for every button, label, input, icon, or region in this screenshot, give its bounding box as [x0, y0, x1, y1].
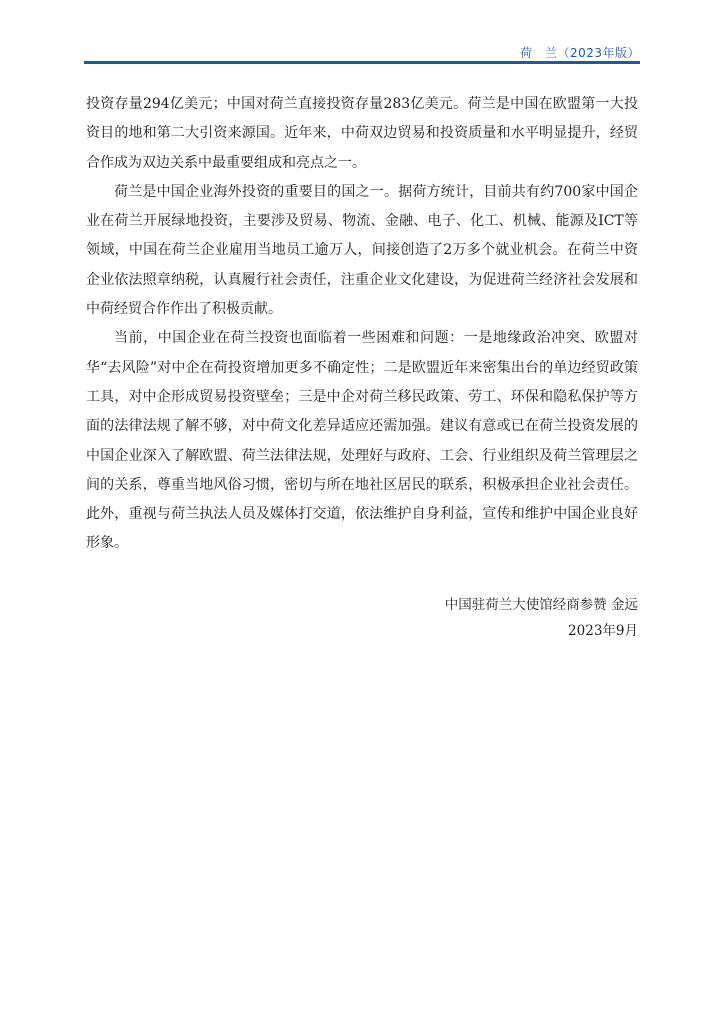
- body-text: [86, 90, 638, 559]
- paragraph-continued: 投资存量294亿美元；中国对荷兰直接投资存量283亿美元。荷兰是中国在欧盟第一大投资目的地和第二大引资来源国。近年来，中荷双边贸易和投资质量和水平明显提升，经贸合作成为双边关系中最重要组成和亮点之一。: [86, 96, 638, 171]
- paragraph-investment: 荷兰是中国企业海外投资的重要目的国之一。据荷方统计，目前共有约700家中国企业在荷兰开展绿地投资，主要涉及贸易、物流、金融、电子、化工、机械、能源及ICT等领域，中国在荷兰企业雇用当地员工逾万人，间接创造了2万多个就业机会。在荷兰中资企业依法照章纳税，认真履行社会责任，注重企业文化建设，为促进荷兰经济社会发展和中荷经贸合作作出了积极贡献。: [86, 183, 638, 318]
- header-divider: [84, 61, 640, 64]
- signature-date: 2023年9月: [568, 623, 638, 639]
- signature-author: 中国驻荷兰大使馆经商参赞 金远: [444, 597, 638, 613]
- running-header-title: 荷 兰（2023年版）: [519, 46, 640, 60]
- signature-block: [445, 592, 638, 644]
- paragraph-challenges: 当前，中国企业在荷兰投资也面临着一些困难和问题：一是地缘政治冲突、欧盟对华“去风险”对中企在荷投资增加更多不确定性；二是欧盟近年来密集出台的单边经贸政策工具，对中企形成贸易投资壁垒；三是中企对荷兰移民政策、劳工、环保和隐私保护等方面的法律法规了解不够，对中荷文化差异适应还需加强。建议有意或已在荷兰投资发展的中国企业深入了解欧盟、荷兰法律法规，处理好与政府、工会、行业组织及荷兰管理层之间的关系，尊重当地风俗习惯，密切与所在地社区居民的联系，积极承担企业社会责任。此外，重视与荷兰执法人员及媒体打交道，依法维护自身利益，宣传和维护中国企业良好形象。: [86, 330, 638, 552]
